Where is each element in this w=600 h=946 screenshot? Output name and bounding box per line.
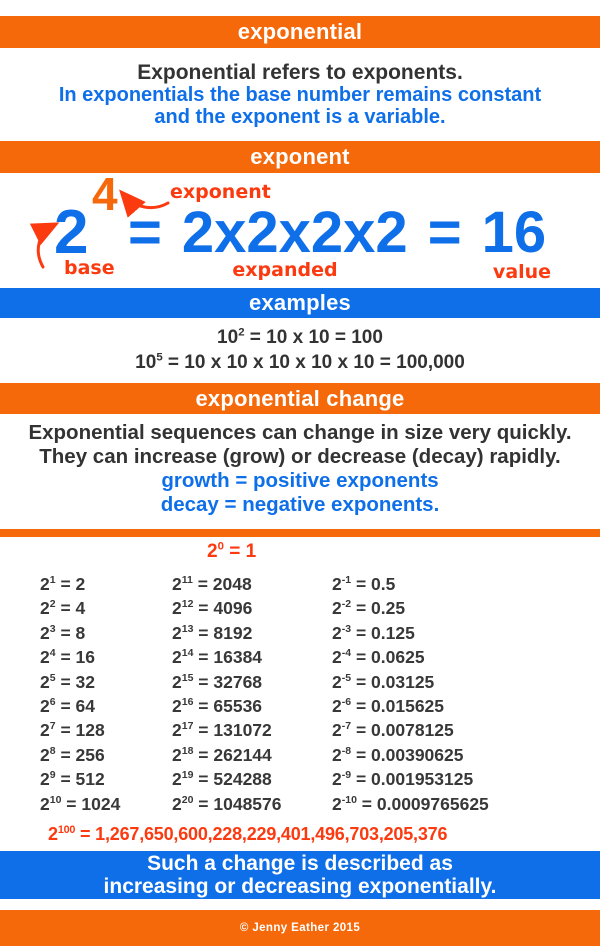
change-line1: Exponential sequences can change in size very quickly. bbox=[28, 421, 572, 444]
intro-line2: In exponentials the base number remains constant bbox=[58, 84, 542, 106]
power-row: $2^{-4} = 0.0625$ bbox=[332, 647, 425, 668]
banner-exponent bbox=[0, 141, 600, 173]
label-exponent: exponent bbox=[170, 181, 271, 203]
example-line: $10^5 = 10$ x 10 x 10 x 10 x 10 = 100,000 bbox=[135, 351, 465, 373]
power-zero: $2^0 = 1$ bbox=[207, 540, 257, 562]
powers-column-negative bbox=[332, 572, 489, 816]
top-margin bbox=[0, 0, 600, 16]
label-expanded: expanded bbox=[232, 259, 338, 281]
example-line: $10^2 = 10$ x 10 = 100 bbox=[217, 326, 383, 348]
power-row: $2^1 = 2$ bbox=[40, 574, 86, 594]
equals-sign: = bbox=[128, 200, 162, 265]
powers-column-positive-high bbox=[172, 572, 282, 816]
power-row: $2^{15} = 32768$ bbox=[172, 671, 263, 692]
power-row: $2^7 = 128$ bbox=[40, 720, 105, 741]
closing-banner bbox=[0, 851, 600, 899]
power-row: $2^{16} = 65536$ bbox=[172, 696, 263, 717]
power-row: $2^{12} = 4096$ bbox=[172, 598, 253, 619]
banner-exponential-label: exponential bbox=[237, 19, 363, 44]
copyright-text: © Jenny Eather 2015 bbox=[239, 922, 361, 934]
closing-line1: Such a change is described as bbox=[147, 852, 453, 875]
exponential-change-section bbox=[0, 414, 600, 529]
banner-examples-label: examples bbox=[249, 290, 351, 315]
equals-sign: = bbox=[427, 200, 462, 265]
powers-of-two-table bbox=[0, 537, 600, 851]
power-row: $2^{20} = 1048576$ bbox=[172, 793, 282, 814]
power-row: $2^{18} = 262144$ bbox=[172, 744, 272, 765]
power-row: $2^{-3} = 0.125$ bbox=[332, 622, 415, 643]
change-line4: decay = negative exponents. bbox=[160, 493, 440, 516]
orange-divider bbox=[0, 529, 600, 537]
power-row: $2^{13} = 8192$ bbox=[172, 622, 253, 643]
change-line2: They can increase (grow) or decrease (decay) rapidly. bbox=[39, 445, 561, 468]
power-row: $2^{19} = 524288$ bbox=[172, 769, 272, 790]
power-row: $2^{-7} = 0.0078125$ bbox=[332, 720, 454, 741]
equation-base: 2 bbox=[54, 198, 89, 267]
power-row: $2^{-10} = 0.0009765625$ bbox=[332, 793, 489, 814]
equation-value: 16 bbox=[481, 200, 547, 265]
power-row: $2^{-5} = 0.03125$ bbox=[332, 671, 435, 692]
intro-line1: Exponential refers to exponents. bbox=[137, 61, 463, 84]
power-row: $2^{-2} = 0.25$ bbox=[332, 598, 406, 619]
copyright-footer bbox=[0, 910, 600, 946]
banner-exponential-change bbox=[0, 383, 600, 414]
banner-exponential-change-label: exponential change bbox=[195, 385, 405, 411]
power-row: $2^4 = 16$ bbox=[40, 647, 95, 668]
power-row: $2^3 = 8$ bbox=[40, 622, 86, 643]
bottom-gap bbox=[0, 899, 600, 910]
power-row: $2^{17} = 131072$ bbox=[172, 720, 272, 741]
power-row: $2^{-9} = 0.001953125$ bbox=[332, 769, 474, 790]
banner-exponential bbox=[0, 16, 600, 48]
power-row: $2^6 = 64$ bbox=[40, 696, 95, 717]
banner-exponent-label: exponent bbox=[250, 144, 350, 169]
intro-section bbox=[0, 48, 600, 141]
base-arrow-icon bbox=[38, 225, 54, 267]
label-value: value bbox=[492, 261, 552, 283]
label-base: base bbox=[64, 257, 115, 279]
equation-diagram bbox=[0, 168, 600, 288]
power-one-hundred: $2^{100} = 1,267,650,600,228,229,401,496,703,205,376$ bbox=[48, 824, 448, 844]
powers-column-positive-low bbox=[40, 572, 120, 816]
power-row: $2^5 = 32$ bbox=[40, 671, 95, 692]
power-row: $2^{14} = 16384$ bbox=[172, 647, 263, 668]
power-row: $2^{10} = 1024$ bbox=[40, 793, 121, 814]
power-row: $2^9 = 512$ bbox=[40, 769, 105, 790]
change-line3: growth = positive exponents bbox=[161, 469, 439, 492]
equation-expanded-form: 2x2x2x2 bbox=[181, 200, 408, 265]
examples-section bbox=[0, 318, 600, 383]
banner-examples bbox=[0, 288, 600, 318]
intro-line3: and the exponent is a variable. bbox=[154, 105, 446, 128]
power-row: $2^{11} = 2048$ bbox=[172, 574, 252, 594]
closing-line2: increasing or decreasing exponentially. bbox=[103, 875, 497, 898]
power-row: $2^2 = 4$ bbox=[40, 598, 86, 619]
power-row: $2^{-1} = 0.5$ bbox=[332, 574, 396, 594]
equation-expansion bbox=[128, 200, 547, 265]
power-row: $2^{-8} = 0.00390625$ bbox=[332, 744, 464, 765]
power-row: $2^{-6} = 0.015625$ bbox=[332, 696, 445, 717]
power-row: $2^8 = 256$ bbox=[40, 744, 105, 765]
equation-exponent: 4 bbox=[92, 168, 118, 220]
